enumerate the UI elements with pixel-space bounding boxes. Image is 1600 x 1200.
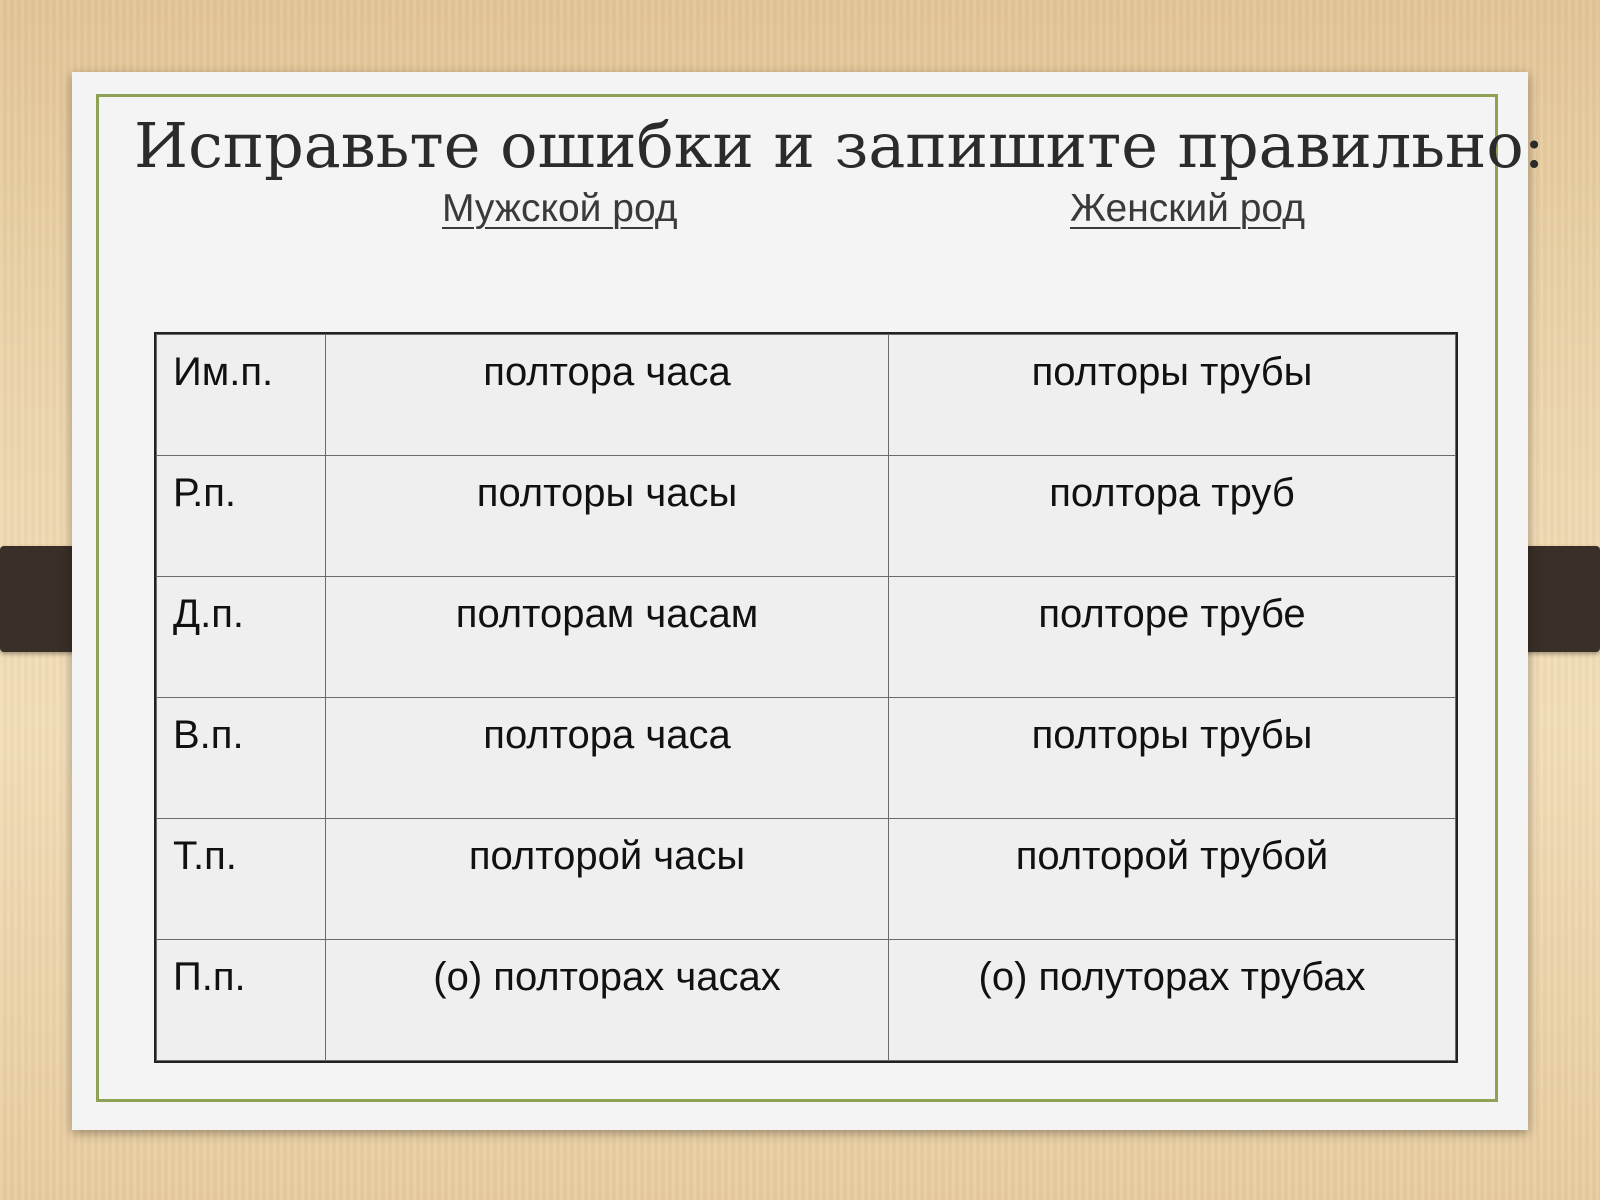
table-row [157,940,1456,1061]
male-gender-header: Мужской род [442,187,678,230]
slide-paper [72,72,1545,1130]
declension-table [156,334,1456,1061]
male-form-cell: полторам часам [326,577,889,698]
male-form-cell: полтора часа [326,335,889,456]
table-row [157,698,1456,819]
table-row [157,577,1456,698]
case-label: Им.п. [157,335,326,456]
slide-title: Исправьте ошибки и запишите правильно: [134,109,1545,182]
male-form-cell: полторой часы [326,819,889,940]
table-row [157,819,1456,940]
female-form-cell: полторы трубы [889,335,1456,456]
female-form-cell: полтора труб [889,456,1456,577]
table-row [157,456,1456,577]
female-form-cell: полторе трубе [889,577,1456,698]
case-label: П.п. [157,940,326,1061]
male-form-cell: полторы часы [326,456,889,577]
case-label: Т.п. [157,819,326,940]
table-row [157,335,1456,456]
case-label: Р.п. [157,456,326,577]
female-gender-header: Женский род [1070,187,1306,230]
case-label: Д.п. [157,577,326,698]
male-form-cell: (о) полторах часах [326,940,889,1061]
case-label: В.п. [157,698,326,819]
female-form-cell: полторы трубы [889,698,1456,819]
female-form-cell: полторой трубой [889,819,1456,940]
female-form-cell: (о) полуторах трубах [889,940,1456,1061]
male-form-cell: полтора часа [326,698,889,819]
